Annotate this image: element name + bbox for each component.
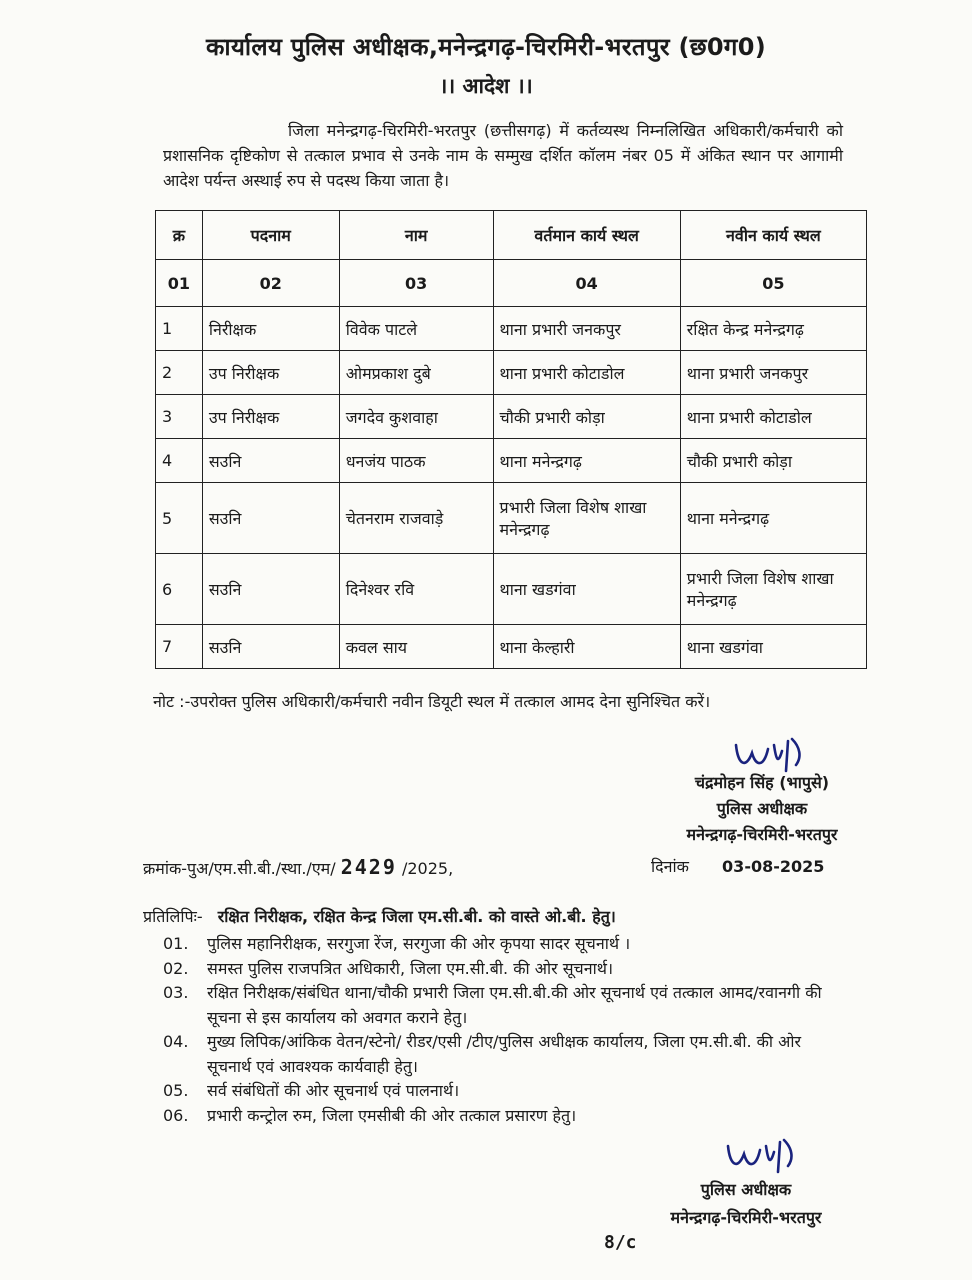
cell-designation: निरीक्षक xyxy=(202,307,339,351)
copy-to-heading xyxy=(143,905,616,927)
cell-designation: सउनि xyxy=(202,554,339,625)
list-item-text: मुख्य लिपिक/आंकिक वेतन/स्टेनो/ रीडर/एसी /टीए/पुलिस अधीक्षक कार्यालय, जिला एम.सी.बी. की ओर सूचनार्थ एवं आवश्यक कार्यवाही हेतु। xyxy=(207,1032,802,1076)
table-row xyxy=(156,483,867,554)
list-item-number: 06. xyxy=(163,1105,189,1125)
date-value: 03-08-2025 xyxy=(722,857,825,876)
reference-handwritten-number: 2429 xyxy=(340,855,397,879)
cell-new-posting: रक्षित केन्द्र मनेन्द्रगढ़ xyxy=(680,307,866,351)
list-item-text: पुलिस महानिरीक्षक, सरगुजा रेंज, सरगुजा की ओर कृपया सादर सूचनार्थ । xyxy=(207,934,631,953)
list-item-number: 05. xyxy=(163,1081,189,1100)
cell-sn: 6 xyxy=(156,554,203,625)
intro-paragraph: जिला मनेन्द्रगढ़-चिरमिरी-भरतपुर (छत्तीसगढ़) में कर्तव्यस्थ निम्नलिखित अधिकारी/कर्मचारी को प्रशासनिक दृष्टिकोण से तत्काल प्रभाव से उनके नाम के सम्मुख दर्शित कॉलम नंबर 05 में अंकित स्थान पर आगामी आदेश पर्यन्त अस्थाई रुप से पदस्थ किया जाता है। xyxy=(163,121,843,190)
list-item xyxy=(163,1104,843,1129)
signature-block-primary xyxy=(662,770,862,848)
cell-new-posting: थाना खडगंवा xyxy=(680,625,866,669)
copy-to-list xyxy=(163,932,843,1128)
list-item xyxy=(163,1079,843,1104)
column-number: 02 xyxy=(202,260,339,307)
cell-sn: 1 xyxy=(156,307,203,351)
table-row xyxy=(156,395,867,439)
cell-name: चेतनराम राजवाड़े xyxy=(339,483,493,554)
list-item xyxy=(163,981,843,1030)
list-item-text: रक्षित निरीक्षक/संबंधित थाना/चौकी प्रभारी जिला एम.सी.बी.की ओर सूचनार्थ एवं तत्काल आमद/रवानगी की सूचना से इस कार्यालय को अवगत कराने हेतु। xyxy=(207,983,822,1027)
cell-sn: 4 xyxy=(156,439,203,483)
signature-mark xyxy=(722,1138,802,1178)
cell-name: दिनेश्वर रवि xyxy=(339,554,493,625)
cell-designation: सउनि xyxy=(202,439,339,483)
column-number: 05 xyxy=(680,260,866,307)
cell-new-posting: थाना प्रभारी कोटाडोल xyxy=(680,395,866,439)
cell-current-posting: थाना खडगंवा xyxy=(493,554,680,625)
column-number: 01 xyxy=(156,260,203,307)
table-row xyxy=(156,307,867,351)
cell-current-posting: थाना प्रभारी जनकपुर xyxy=(493,307,680,351)
list-item-text: प्रभारी कन्ट्रोल रुम, जिला एमसीबी की ओर तत्काल प्रसारण हेतु। xyxy=(207,1105,577,1125)
cell-name: ओमप्रकाश दुबे xyxy=(339,351,493,395)
list-item-number: 04. xyxy=(163,1032,189,1051)
table-row xyxy=(156,554,867,625)
list-item-number: 02. xyxy=(163,958,189,978)
signatory-designation: पुलिस अधीक्षक xyxy=(716,799,808,818)
list-item xyxy=(163,932,843,957)
table-row xyxy=(156,625,867,669)
copy-to-primary: रक्षित निरीक्षक, रक्षित केन्द्र जिला एम.सी.बी. को वास्ते ओ.बी. हेतु। xyxy=(217,907,616,926)
cell-new-posting: चौकी प्रभारी कोड़ा xyxy=(680,439,866,483)
reference-number xyxy=(143,855,453,879)
transfer-table xyxy=(155,210,867,669)
cell-sn: 5 xyxy=(156,483,203,554)
cell-name: जगदेव कुशवाहा xyxy=(339,395,493,439)
cell-new-posting: प्रभारी जिला विशेष शाखा मनेन्द्रगढ़ xyxy=(680,554,866,625)
signature-block-copy xyxy=(646,1176,846,1232)
cell-designation: उप निरीक्षक xyxy=(202,395,339,439)
cell-current-posting: थाना मनेन्द्रगढ़ xyxy=(493,439,680,483)
signatory-district: मनेन्द्रगढ़-चिरमिरी-भरतपुर xyxy=(686,825,838,844)
list-item-number: 01. xyxy=(163,934,189,953)
list-item-text: समस्त पुलिस राजपत्रित अधिकारी, जिला एम.सी.बी. की ओर सूचनार्थ। xyxy=(207,958,614,978)
cell-current-posting: थाना प्रभारी कोटाडोल xyxy=(493,351,680,395)
cell-sn: 7 xyxy=(156,625,203,669)
header-current-posting: वर्तमान कार्य स्थल xyxy=(493,211,680,260)
cell-new-posting: थाना मनेन्द्रगढ़ xyxy=(680,483,866,554)
header-designation: पदनाम xyxy=(202,211,339,260)
header-name: नाम xyxy=(339,211,493,260)
list-item xyxy=(163,1030,843,1079)
order-heading: ।। आदेश ।। xyxy=(439,74,533,98)
table-row xyxy=(156,351,867,395)
office-title: कार्यालय पुलिस अधीक्षक,मनेन्द्रगढ़-चिरमिरी-भरतपुर (छ0ग0) xyxy=(206,33,766,61)
list-item-text: सर्व संबंधितों की ओर सूचनार्थ एवं पालनार्थ। xyxy=(207,1081,460,1100)
column-number: 03 xyxy=(339,260,493,307)
cell-current-posting: चौकी प्रभारी कोड़ा xyxy=(493,395,680,439)
cell-new-posting: थाना प्रभारी जनकपुर xyxy=(680,351,866,395)
table-header-row xyxy=(156,211,867,260)
cell-designation: सउनि xyxy=(202,483,339,554)
header-new-posting: नवीन कार्य स्थल xyxy=(680,211,866,260)
cell-current-posting: थाना केल्हारी xyxy=(493,625,680,669)
column-number: 04 xyxy=(493,260,680,307)
cell-sn: 2 xyxy=(156,351,203,395)
reference-suffix: /2025, xyxy=(401,859,454,878)
cell-designation: सउनि xyxy=(202,625,339,669)
cell-current-posting: प्रभारी जिला विशेष शाखा मनेन्द्रगढ़ xyxy=(493,483,680,554)
table-row xyxy=(156,439,867,483)
cell-name: विवेक पाटले xyxy=(339,307,493,351)
list-item xyxy=(163,957,843,982)
reference-prefix: क्रमांक-पुअ/एम.सी.बी./स्था./एम/ xyxy=(143,859,336,878)
header-sn: क्र xyxy=(156,211,203,260)
date-label: दिनांक xyxy=(651,857,689,876)
cell-sn: 3 xyxy=(156,395,203,439)
order-date xyxy=(651,855,824,877)
signatory-designation: पुलिस अधीक्षक xyxy=(700,1180,792,1199)
note-text: नोट :-उपरोक्त पुलिस अधिकारी/कर्मचारी नवीन डियूटी स्थल में तत्काल आमद देना सुनिश्चित करें। xyxy=(153,692,711,711)
cell-name: धनजंय पाठक xyxy=(339,439,493,483)
column-number-row xyxy=(156,260,867,307)
cell-name: कवल साय xyxy=(339,625,493,669)
handwritten-initials: 8/c xyxy=(604,1232,637,1253)
copy-to-label: प्रतिलिपिः- xyxy=(143,907,203,926)
cell-designation: उप निरीक्षक xyxy=(202,351,339,395)
signatory-district: मनेन्द्रगढ़-चिरमिरी-भरतपुर xyxy=(670,1208,822,1227)
list-item-number: 03. xyxy=(163,983,189,1002)
signatory-name: चंद्रमोहन सिंह (भापुसे) xyxy=(694,773,830,792)
